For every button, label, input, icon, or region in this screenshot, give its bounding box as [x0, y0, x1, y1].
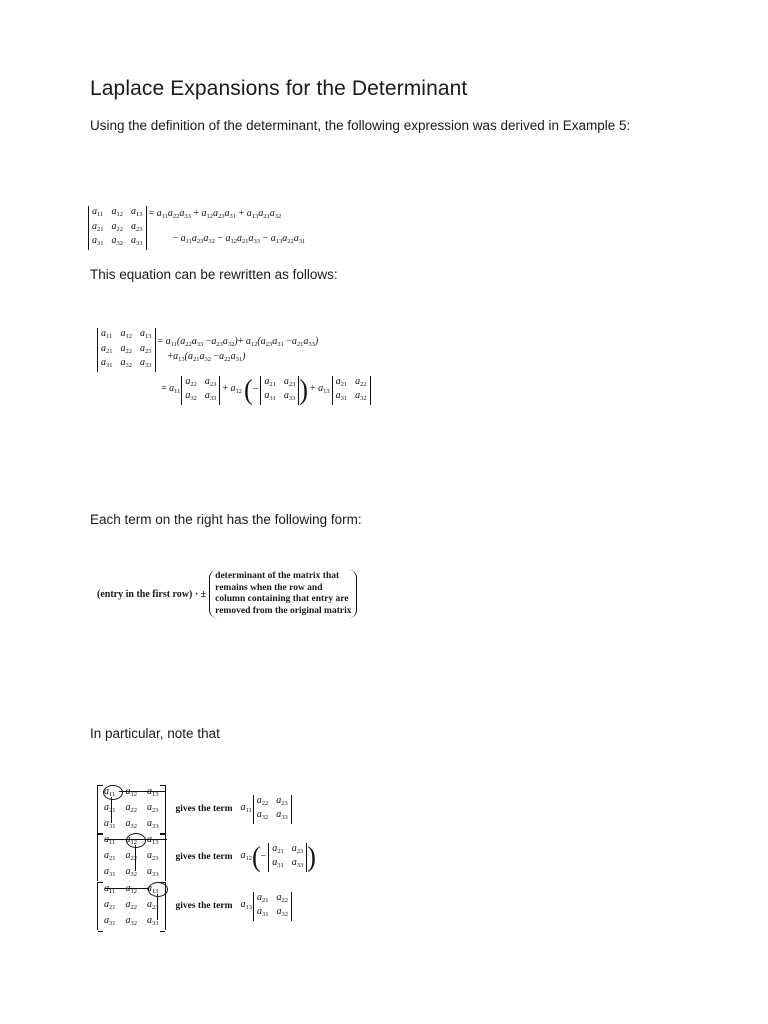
minor-13: $a_{21}$ $a_{22}$ $a_{31}$ $a_{32}$ — [253, 892, 292, 921]
gives-term-label: gives the term — [175, 852, 233, 862]
circle-marker — [103, 785, 123, 800]
bracket-matrix: $a_{11}$ $a_{12}$ $a_{13}$ $a_{21}$ $a_{22}$ $a_{23}$ $a_{31}$ $a_{32}$ $a_{33}$ — [97, 833, 166, 881]
intro-paragraph: Using the definition of the determinant, the following expression was derived in Example 5: — [90, 118, 631, 133]
minor-13: $a_{21}$ $a_{22}$ $a_{31}$ $a_{32}$ — [332, 376, 371, 405]
minor-11: $a_{22}$ $a_{23}$ $a_{32}$ $a_{33}$ — [253, 795, 292, 824]
minor-11: $a_{22}$ $a_{23}$ $a_{32}$ $a_{33}$ — [181, 376, 220, 405]
equation-definition — [88, 206, 305, 250]
equation-rewritten — [97, 328, 371, 405]
gives-term-label: gives the term — [175, 901, 233, 911]
cofactor-expansion: = $a_{11}$ $a_{22}$ $a_{23}$ $a_{32}$ $a_{33}$ + $a_{12}$ ( − $a_{21}$ $a_{23}$ $a_{31}$ $a_{33}$ ) + $a_{13}$ $a_{21}$ $a_{22}$ $a_{31}$ $a_{32}$ — [161, 376, 371, 405]
strike-column — [135, 845, 136, 871]
equation2-line2: $+a_{13}(a_{21}a_{32} -a_{22}a_{31})$ — [167, 351, 246, 364]
determinant-3x3: $a_{11}$ $a_{12}$ $a_{13}$ $a_{21}$ $a_{22}$ $a_{23}$ $a_{31}$ $a_{32}$ $a_{33}$ — [97, 328, 156, 372]
strike-column — [111, 797, 112, 823]
term-form — [97, 570, 357, 618]
circle-marker — [148, 882, 168, 897]
equation1-line2: − $a_{11}a_{23}a_{32} - a_{12}a_{21}a_{33} - a_{13}a_{22}a_{31}$ — [172, 233, 306, 246]
form-paragraph: Each term on the right has the following form: — [90, 512, 362, 527]
circle-marker — [126, 833, 146, 848]
minor-12: $a_{21}$ $a_{23}$ $a_{31}$ $a_{33}$ — [268, 843, 307, 872]
bracket-matrix: $a_{11}$ $a_{12}$ $a_{13}$ $a_{21}$ $a_{22}$ $a_{23}$ $a_{31}$ $a_{32}$ $a_{33}$ — [97, 785, 166, 833]
minor-12: $a_{21}$ $a_{23}$ $a_{31}$ $a_{33}$ — [260, 376, 299, 405]
equation2-line1: = $a_{11}(a_{22}a_{33} -a_{23}a_{32})+ a_{12}(a_{23}a_{31} -a_{21}a_{33})$ — [157, 335, 319, 348]
strike-row — [105, 839, 167, 840]
particular-paragraph: In particular, note that — [90, 726, 220, 741]
equation1-line1: = $a_{11}a_{22}a_{33} + a_{12}a_{23}a_{31} + a_{13}a_{21}a_{32}$ — [148, 207, 282, 220]
example-term-2: $a_{11}$ $a_{12}$ $a_{13}$ $a_{21}$ $a_{22}$ $a_{23}$ $a_{31}$ $a_{32}$ $a_{33}$ gives the term $a_{12}$ ( − $a_{21}$ $a_{23}$ $a_{31}$ $a_{33}$ ) — [97, 833, 316, 881]
gives-term-label: gives the term — [175, 804, 233, 814]
rewritten-paragraph: This equation can be rewritten as follows: — [90, 267, 338, 282]
page-title: Laplace Expansions for the Determinant — [90, 77, 468, 100]
strike-row — [105, 888, 149, 889]
bracket-matrix: $a_{11}$ $a_{12}$ $a_{13}$ $a_{21}$ $a_{22}$ $a_{23}$ $a_{31}$ $a_{32}$ $a_{33}$ — [97, 882, 166, 930]
form-left: (entry in the first row) · ± — [97, 588, 207, 600]
form-description-box: determinant of the matrix that remains when the row and column containing that entry are removed from the original matrix — [209, 570, 357, 618]
example-term-1: $a_{11}$ $a_{12}$ $a_{13}$ $a_{21}$ $a_{22}$ $a_{23}$ $a_{31}$ $a_{32}$ $a_{33}$ gives the term $a_{11}$ $a_{22}$ $a_{23}$ $a_{32}$ $a_{33}$ — [97, 785, 292, 833]
strike-row — [119, 791, 165, 792]
example-term-3: $a_{11}$ $a_{12}$ $a_{13}$ $a_{21}$ $a_{22}$ $a_{23}$ $a_{31}$ $a_{32}$ $a_{33}$ gives the term $a_{13}$ $a_{21}$ $a_{22}$ $a_{31}$ $a_{32}$ — [97, 882, 292, 930]
determinant-3x3: $a_{11}$ $a_{12}$ $a_{13}$ $a_{21}$ $a_{22}$ $a_{23}$ $a_{31}$ $a_{32}$ $a_{33}$ — [88, 206, 147, 250]
strike-column — [157, 894, 158, 920]
